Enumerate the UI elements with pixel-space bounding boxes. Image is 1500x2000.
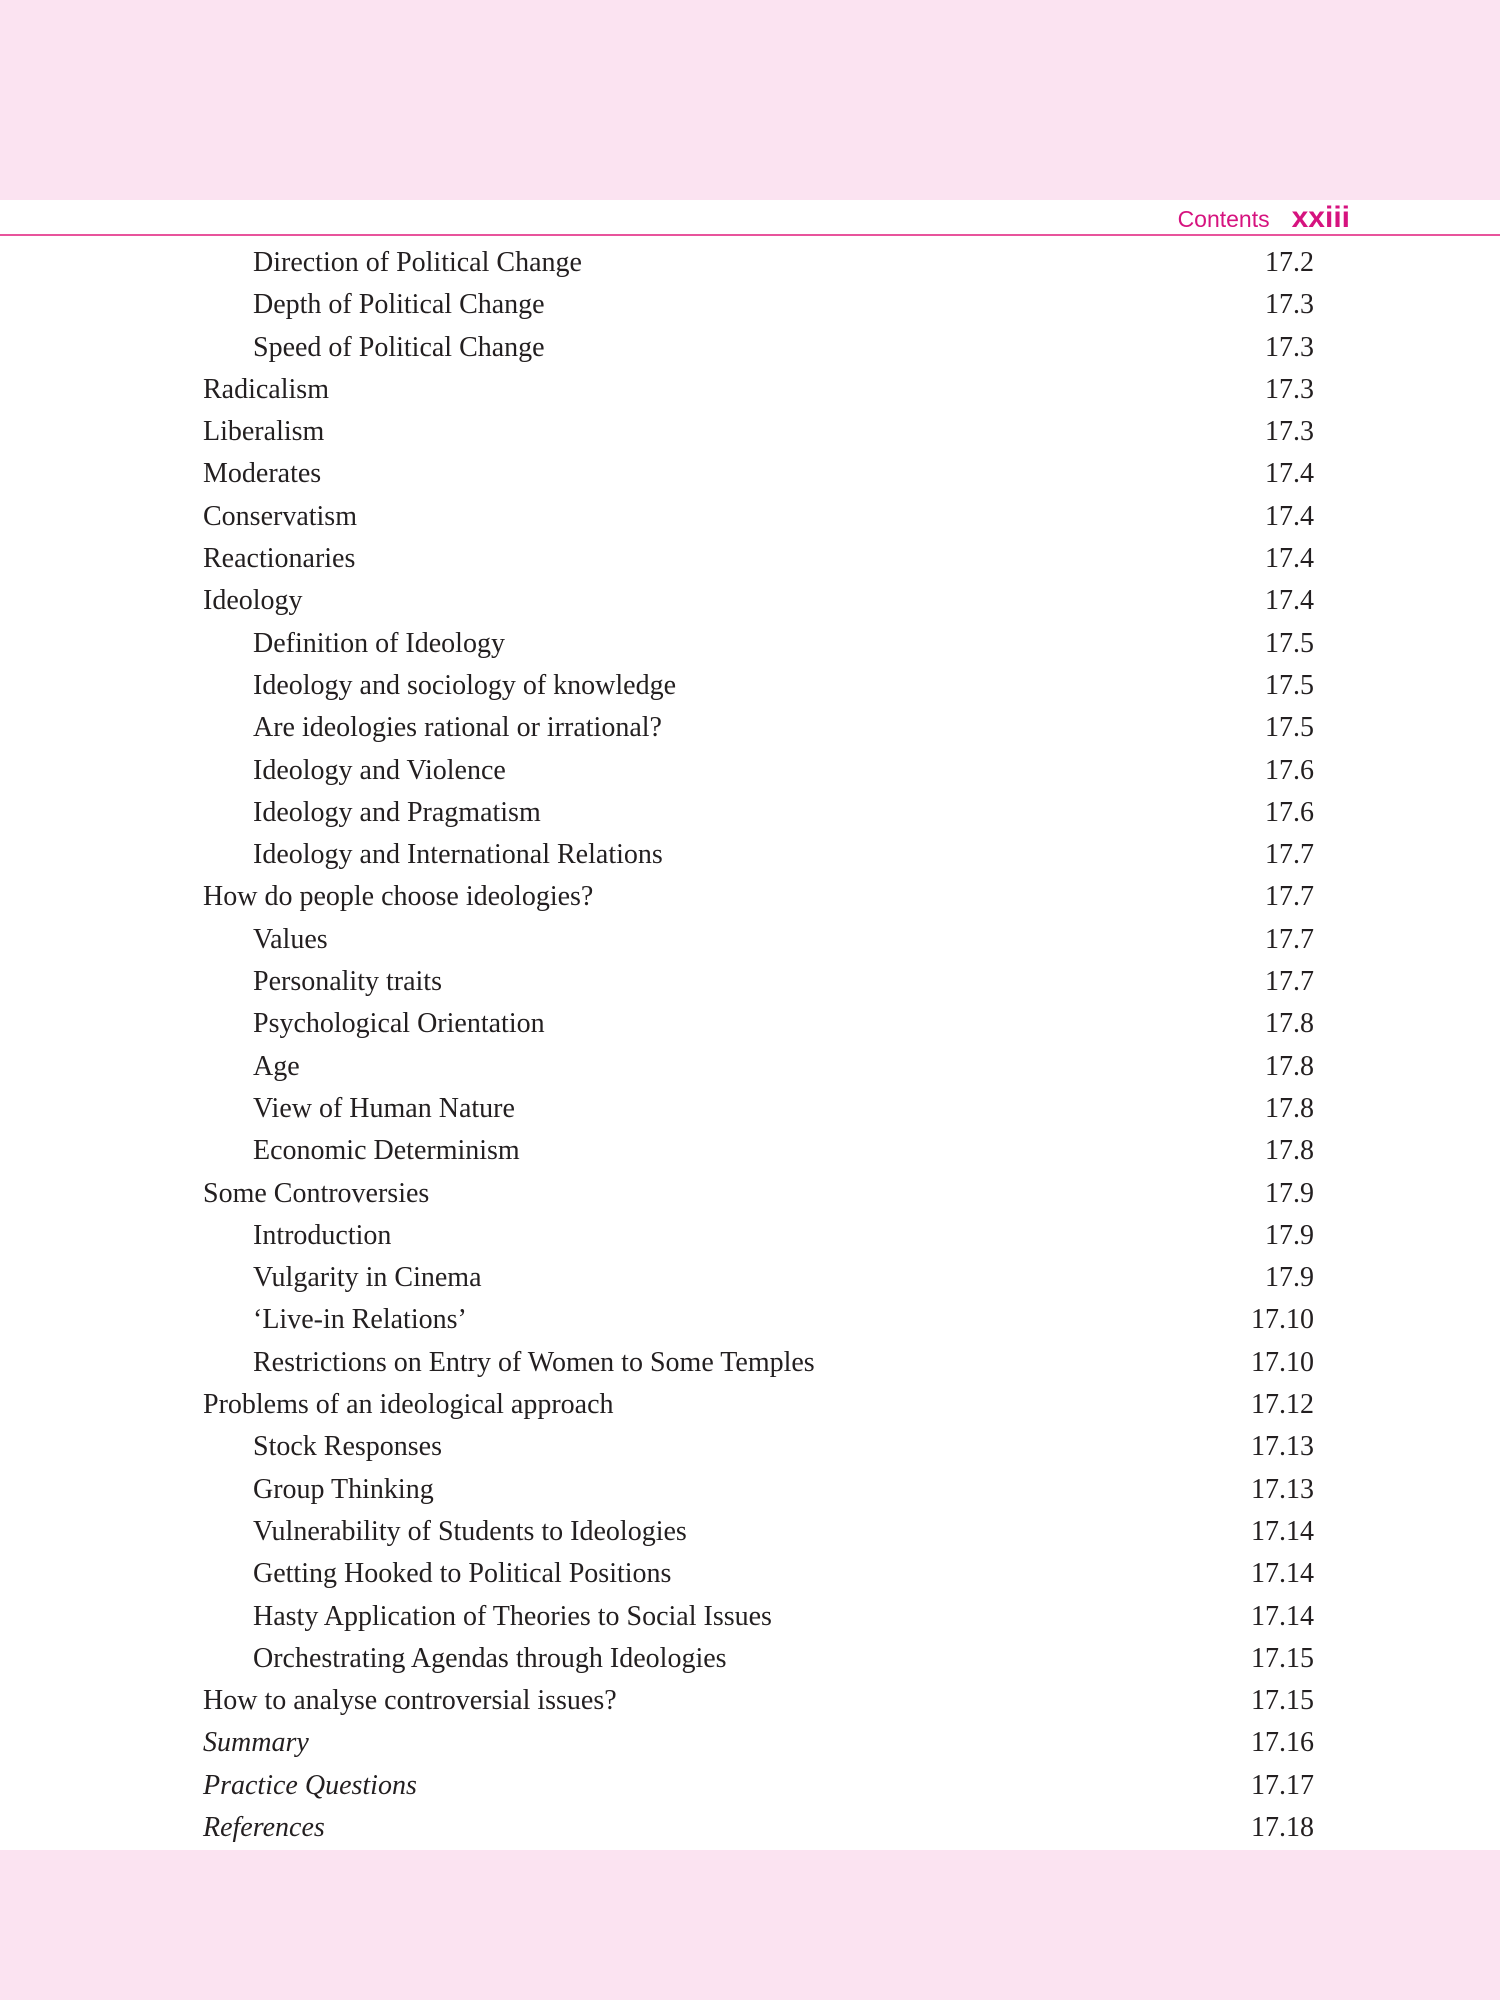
toc-entry <box>0 284 1500 326</box>
toc-entry-title: Practice Questions <box>203 1769 417 1801</box>
toc-entry <box>0 750 1500 792</box>
toc-entry <box>0 1722 1500 1764</box>
toc-entry-title: View of Human Nature <box>253 1092 515 1124</box>
toc-entry-title: References <box>203 1811 325 1843</box>
toc-entry-page: 17.8 <box>1265 1050 1314 1082</box>
toc-entry-title: Ideology and sociology of knowledge <box>253 669 677 701</box>
toc-entry <box>0 1426 1500 1468</box>
toc-entry <box>0 1765 1500 1807</box>
toc-entry <box>0 369 1500 411</box>
toc-entry-page: 17.10 <box>1251 1346 1314 1378</box>
toc-entry-title: Ideology and International Relations <box>253 839 663 871</box>
toc-entry <box>0 1596 1500 1638</box>
toc-entry-page: 17.3 <box>1265 331 1314 363</box>
toc-entry-page: 17.12 <box>1251 1389 1314 1421</box>
toc-entry-page: 17.4 <box>1265 543 1314 575</box>
toc-entry <box>0 1130 1500 1172</box>
toc-entry-page: 17.16 <box>1251 1727 1314 1759</box>
table-of-contents <box>0 242 1500 1849</box>
toc-entry-title: Depth of Political Change <box>253 289 545 321</box>
toc-entry-title: Problems of an ideological approach <box>203 1389 614 1421</box>
toc-entry-page: 17.9 <box>1265 1219 1314 1251</box>
toc-entry-title: Radicalism <box>203 373 329 405</box>
toc-entry-title: Some Controversies <box>203 1177 430 1209</box>
toc-entry-title: Vulgarity in Cinema <box>253 1262 482 1294</box>
toc-entry-page: 17.14 <box>1251 1558 1314 1590</box>
toc-entry <box>0 1680 1500 1722</box>
toc-entry <box>0 1469 1500 1511</box>
toc-entry-page: 17.4 <box>1265 585 1314 617</box>
toc-entry-page: 17.14 <box>1251 1515 1314 1547</box>
toc-entry-page: 17.5 <box>1265 712 1314 744</box>
toc-entry <box>0 496 1500 538</box>
toc-entry-page: 17.18 <box>1251 1811 1314 1843</box>
toc-entry-title: Speed of Political Change <box>253 331 545 363</box>
toc-entry <box>0 1807 1500 1849</box>
toc-entry-title: Ideology and Pragmatism <box>253 796 541 828</box>
toc-entry-page: 17.7 <box>1265 839 1314 871</box>
toc-entry-title: Summary <box>203 1727 309 1759</box>
toc-entry-page: 17.2 <box>1265 247 1314 278</box>
toc-entry-page: 17.9 <box>1265 1177 1314 1209</box>
toc-entry <box>0 1173 1500 1215</box>
toc-entry-title: ‘Live-in Relations’ <box>253 1304 467 1336</box>
toc-entry <box>0 580 1500 622</box>
toc-entry-title: Liberalism <box>203 416 325 448</box>
toc-entry-page: 17.5 <box>1265 669 1314 701</box>
toc-entry <box>0 538 1500 580</box>
toc-entry-page: 17.6 <box>1265 796 1314 828</box>
toc-entry <box>0 1215 1500 1257</box>
toc-entry-title: Personality traits <box>253 966 442 998</box>
toc-entry-title: Hasty Application of Theories to Social Issues <box>253 1600 772 1632</box>
toc-entry-title: Moderates <box>203 458 322 490</box>
toc-entry-title: Definition of Ideology <box>253 627 505 659</box>
toc-entry <box>0 961 1500 1003</box>
toc-entry <box>0 1257 1500 1299</box>
toc-entry <box>0 919 1500 961</box>
toc-entry-page: 17.8 <box>1265 1135 1314 1167</box>
toc-entry <box>0 623 1500 665</box>
toc-entry <box>0 1342 1500 1384</box>
running-head <box>0 200 1500 236</box>
toc-entry-page: 17.15 <box>1251 1685 1314 1717</box>
toc-entry-page: 17.3 <box>1265 373 1314 405</box>
toc-entry-title: Direction of Political Change <box>253 247 582 278</box>
toc-entry-title: Vulnerability of Students to Ideologies <box>253 1515 687 1547</box>
toc-entry-page: 17.7 <box>1265 881 1314 913</box>
running-head-text <box>1178 200 1350 236</box>
toc-entry-title: Restrictions on Entry of Women to Some Temples <box>253 1346 815 1378</box>
running-head-label: Contents <box>1177 206 1270 232</box>
toc-entry-title: Psychological Orientation <box>253 1008 545 1040</box>
toc-entry-page: 17.13 <box>1251 1473 1314 1505</box>
toc-entry-page: 17.13 <box>1251 1431 1314 1463</box>
toc-entry-page: 17.3 <box>1265 416 1314 448</box>
toc-entry-title: How do people choose ideologies? <box>203 881 594 913</box>
toc-entry <box>0 327 1500 369</box>
toc-entry-page: 17.7 <box>1265 923 1314 955</box>
toc-entry <box>0 1299 1500 1341</box>
toc-entry <box>0 1553 1500 1595</box>
toc-entry <box>0 1638 1500 1680</box>
toc-entry-title: Economic Determinism <box>253 1135 520 1167</box>
toc-entry <box>0 1384 1500 1426</box>
toc-entry <box>0 1088 1500 1130</box>
toc-entry-title: Ideology and Violence <box>253 754 506 786</box>
toc-entry-page: 17.4 <box>1265 458 1314 490</box>
toc-entry <box>0 834 1500 876</box>
toc-entry-page: 17.10 <box>1251 1304 1314 1336</box>
toc-entry-page: 17.7 <box>1265 966 1314 998</box>
toc-entry-page: 17.5 <box>1265 627 1314 659</box>
toc-entry-page: 17.8 <box>1265 1092 1314 1124</box>
toc-entry-page: 17.14 <box>1251 1600 1314 1632</box>
header-rule <box>0 234 1500 236</box>
toc-entry <box>0 1511 1500 1553</box>
toc-entry-title: Age <box>253 1050 300 1082</box>
toc-entry-title: Are ideologies rational or irrational? <box>253 712 662 744</box>
toc-entry <box>0 665 1500 707</box>
toc-entry-title: Group Thinking <box>253 1473 434 1505</box>
toc-entry <box>0 1046 1500 1088</box>
toc-entry-title: Conservatism <box>203 500 357 532</box>
toc-entry <box>0 411 1500 453</box>
toc-entry-page: 17.3 <box>1265 289 1314 321</box>
toc-entry-title: Reactionaries <box>203 543 356 575</box>
toc-entry <box>0 876 1500 918</box>
toc-entry-title: How to analyse controversial issues? <box>203 1685 617 1717</box>
toc-entry <box>0 453 1500 495</box>
toc-entry-page: 17.8 <box>1265 1008 1314 1040</box>
page-number: xxiii <box>1291 201 1350 234</box>
toc-entry-title: Values <box>253 923 328 955</box>
toc-entry-page: 17.17 <box>1251 1769 1314 1801</box>
toc-entry-title: Introduction <box>253 1219 392 1251</box>
toc-entry-title: Getting Hooked to Political Positions <box>253 1558 672 1590</box>
toc-entry <box>0 707 1500 749</box>
toc-entry-title: Ideology <box>203 585 303 617</box>
toc-entry-page: 17.4 <box>1265 500 1314 532</box>
toc-entry-title: Stock Responses <box>253 1431 442 1463</box>
toc-entry-page: 17.6 <box>1265 754 1314 786</box>
toc-entry-title: Orchestrating Agendas through Ideologies <box>253 1642 727 1674</box>
toc-entry <box>0 792 1500 834</box>
toc-entry <box>0 1003 1500 1045</box>
toc-entry <box>0 242 1500 284</box>
toc-entry-page: 17.15 <box>1251 1642 1314 1674</box>
page <box>0 200 1500 1850</box>
toc-entry-page: 17.9 <box>1265 1262 1314 1294</box>
